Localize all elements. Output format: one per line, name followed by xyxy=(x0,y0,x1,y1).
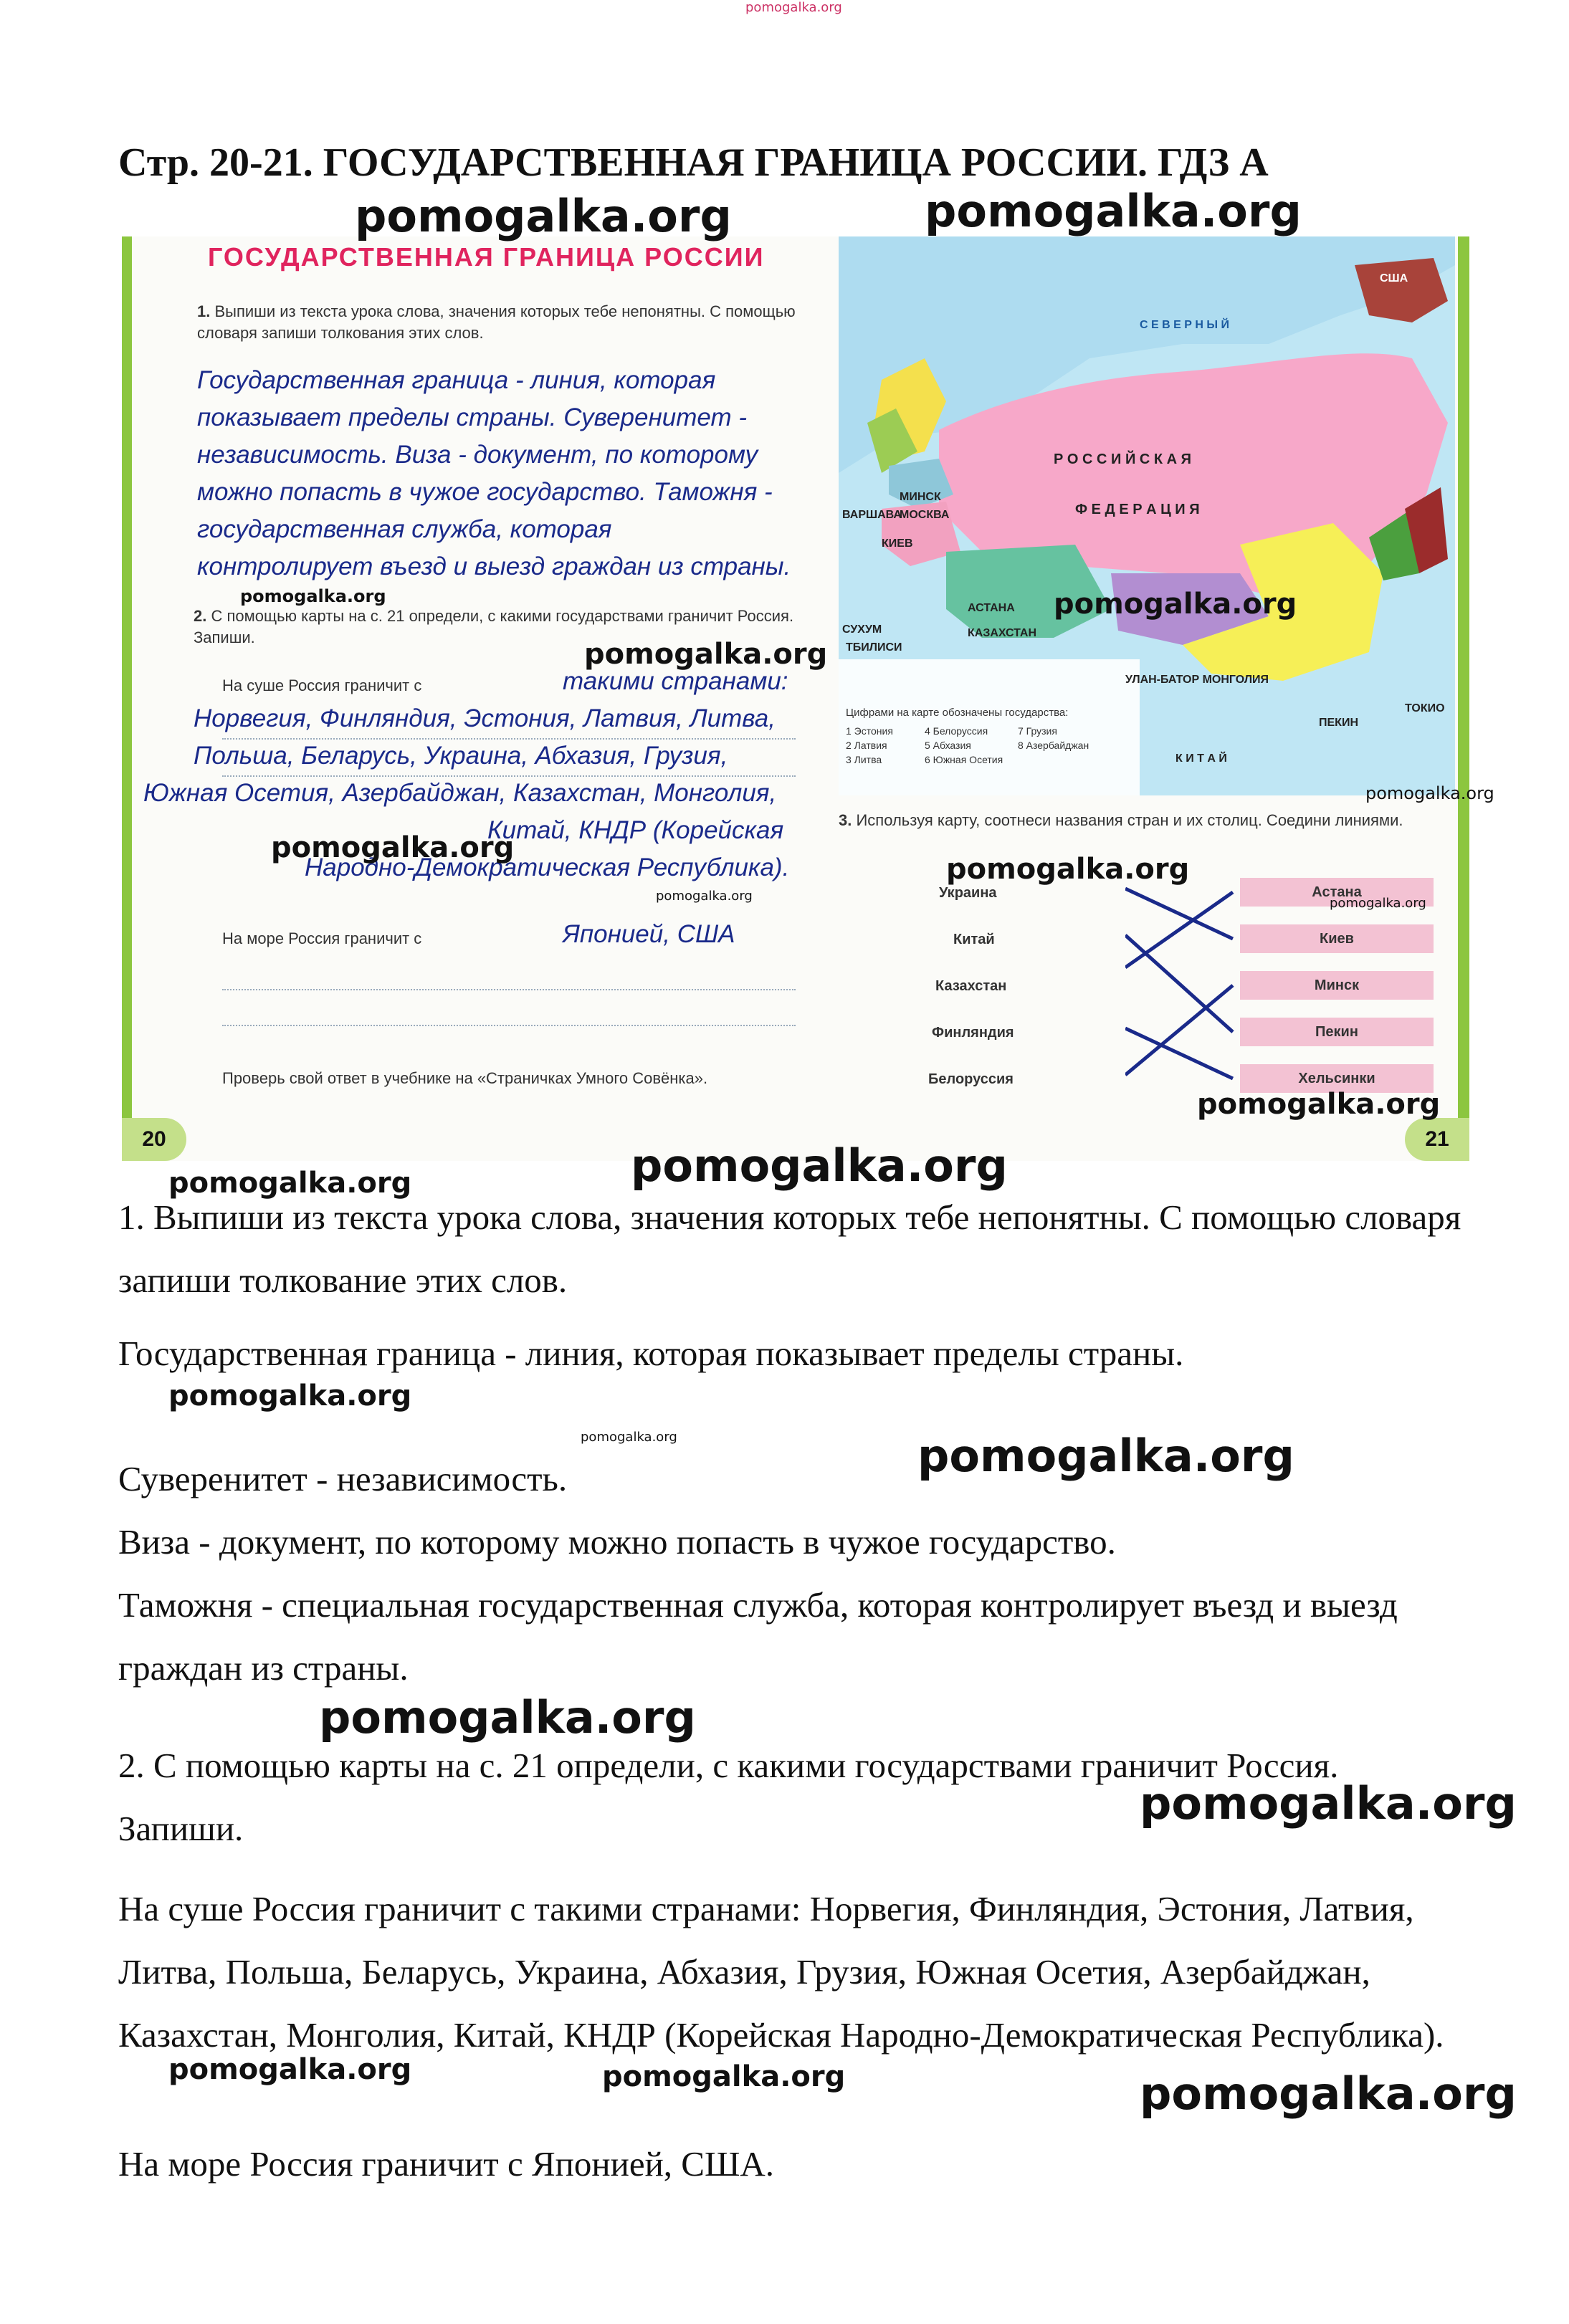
map-legend-item: 1 Эстония xyxy=(846,725,893,737)
land-answer-line-6: Народно-Демократическая Республика). xyxy=(305,853,790,881)
task3-prompt xyxy=(839,810,1448,831)
country-item: Финляндия xyxy=(932,1025,1014,1041)
country-item: Белоруссия xyxy=(928,1071,1014,1087)
map-legend-item: 3 Литва xyxy=(846,754,882,765)
task1-text: Выпиши из текста урока слова, значения которых тебе непонятны. С помощью словаря запиши толкования этих слов. xyxy=(197,302,796,342)
task3-number: 3. xyxy=(839,811,852,829)
map-label-warsaw: ВАРШАВА xyxy=(842,509,902,521)
watermark: pomogalka.org xyxy=(656,889,753,904)
left-page-number: 20 xyxy=(122,1118,186,1161)
map-label-sukhum: СУХУМ xyxy=(842,623,882,636)
dotted-rule xyxy=(222,738,796,740)
watermark: pomogalka.org xyxy=(1197,1088,1441,1121)
map-legend-item: 8 Азербайджан xyxy=(1018,740,1089,751)
capital-item: Хельсинки xyxy=(1240,1064,1434,1093)
land-label: На суше Россия граничит с xyxy=(222,676,422,694)
map-legend-title: Цифрами на карте обозначены государства: xyxy=(846,707,1069,719)
map-label-astana: АСТАНА xyxy=(968,602,1015,614)
map-label-kiev: КИЕВ xyxy=(882,537,913,550)
watermark: pomogalka.org xyxy=(1330,896,1426,911)
map-legend-item: 2 Латвия xyxy=(846,740,887,751)
matching-lines xyxy=(1125,874,1254,1104)
watermark: pomogalka.org xyxy=(168,1167,412,1200)
textbook-scan xyxy=(122,236,1469,1161)
map-label-north: С Е В Е Р Н Ы Й xyxy=(1140,319,1229,331)
task1-answer-line-6: контролирует въезд и выезд граждан из страны. xyxy=(197,553,791,580)
right-page-border xyxy=(1458,236,1469,1161)
watermark: pomogalka.org xyxy=(319,1691,696,1744)
sea-label: На море Россия граничит с xyxy=(222,929,422,947)
map-legend-item: 6 Южная Осетия xyxy=(925,754,1003,765)
map-label-mongolia: УЛАН-БАТОР МОНГОЛИЯ xyxy=(1125,674,1269,686)
capital-item: Киев xyxy=(1240,924,1434,953)
dotted-rule xyxy=(222,989,796,990)
top-watermark: pomogalka.org xyxy=(745,0,842,15)
answer-1-1: Государственная граница - линия, которая показывает пределы страны. xyxy=(118,1334,1184,1373)
question-1: 1. Выпиши из текста урока слова, значения которых тебе непонятны. С помощью словаря запиши толкование этих слов. xyxy=(118,1197,1461,1300)
match-line xyxy=(1125,985,1233,1075)
land-answer-line-2: Норвегия, Финляндия, Эстония, Латвия, Литва, xyxy=(194,704,776,732)
left-page-border xyxy=(122,236,132,1161)
answer-2-1: На суше Россия граничит с такими странами: Норвегия, Финляндия, Эстония, Латвия, Литва, Польша, Беларусь, Украина, Абхазия, Грузия, Южная Осетия, Азербайджан, Казахстан, Монголия, Китай, КНДР (Корейская Народно-Демократическая Республика). xyxy=(118,1889,1444,2055)
task2-number: 2. xyxy=(194,607,207,625)
watermark: pomogalka.org xyxy=(602,2060,846,2093)
task2-text: С помощью карты на с. 21 определи, с какими государствами граничит Россия. Запиши. xyxy=(194,607,794,646)
watermark: pomogalka.org xyxy=(925,185,1302,237)
watermark: pomogalka.org xyxy=(240,586,386,606)
watermark: pomogalka.org xyxy=(631,1139,1008,1192)
map-label-russia: Р О С С И Й С К А Я xyxy=(1054,451,1192,467)
map-label-kazakhstan: КАЗАХСТАН xyxy=(968,627,1036,639)
task1-answer-line-4: можно попасть в чужое государство. Таможня - xyxy=(197,478,773,506)
right-page-number: 21 xyxy=(1405,1118,1469,1161)
watermark: pomogalka.org xyxy=(1054,588,1297,621)
page-title: Стр. 20-21. ГОСУДАРСТВЕННАЯ ГРАНИЦА РОССИИ. ГДЗ А xyxy=(118,140,1269,185)
land-answer-line-5: Китай, КНДР (Корейская xyxy=(487,816,784,844)
map-legend-item: 5 Абхазия xyxy=(925,740,971,751)
dotted-rule xyxy=(222,775,796,777)
watermark: pomogalka.org xyxy=(271,831,515,864)
task3-text: Используя карту, соотнеси названия стран и их столиц. Соедини линиями. xyxy=(856,811,1403,829)
russia-border-map xyxy=(839,236,1455,795)
left-page xyxy=(122,236,831,1161)
land-answer-line-3: Польша, Беларусь, Украина, Абхазия, Грузия, xyxy=(194,742,728,770)
watermark: pomogalka.org xyxy=(946,853,1190,886)
capital-item: Минск xyxy=(1240,971,1434,1000)
task1-answer-line-2: показывает пределы страны. Суверенитет - xyxy=(197,403,747,431)
capital-item: Пекин xyxy=(1240,1018,1434,1046)
task1-answer-line-1: Государственная граница - линия, которая xyxy=(197,366,716,394)
task1-number: 1. xyxy=(197,302,211,320)
watermark: pomogalka.org xyxy=(917,1430,1294,1482)
answer-1-4: Таможня - специальная государственная служба, которая контролирует въезд и выезд граждан из страны. xyxy=(118,1585,1398,1688)
watermark: pomogalka.org xyxy=(168,1379,412,1412)
answer-2-2: На море Россия граничит с Японией, США. xyxy=(118,2144,775,2184)
map-label-tokyo: ТОКИО xyxy=(1405,702,1445,714)
sea-answer: Японией, США xyxy=(563,920,735,948)
country-item: Казахстан xyxy=(935,978,1007,994)
task1-prompt xyxy=(197,301,806,344)
dotted-rule xyxy=(222,1025,796,1026)
lesson-title: ГОСУДАРСТВЕННАЯ ГРАНИЦА РОССИИ xyxy=(208,242,765,272)
watermark: pomogalka.org xyxy=(1365,783,1494,803)
map-label-beijing: ПЕКИН xyxy=(1319,717,1358,729)
map-label-usa: США xyxy=(1380,272,1408,284)
answer-1-2: Суверенитет - независимость. xyxy=(118,1459,568,1498)
task1-answer-line-3: независимость. Виза - документ, по которому xyxy=(197,441,758,469)
watermark: pomogalka.org xyxy=(355,190,732,242)
country-item: Украина xyxy=(939,885,997,901)
watermark: pomogalka.org xyxy=(168,2053,412,2086)
map-label-tbilisi: ТБИЛИСИ xyxy=(846,641,902,654)
watermark: pomogalka.org xyxy=(581,1430,677,1445)
watermark: pomogalka.org xyxy=(1140,1777,1517,1830)
map-label-minsk: МИНСК xyxy=(900,491,941,503)
question-2: 2. С помощью карты на с. 21 определи, с какими государствами граничит Россия. Запиши. xyxy=(118,1746,1339,1848)
land-answer-line-4: Южная Осетия, Азербайджан, Казахстан, Монголия, xyxy=(143,779,777,807)
capital-item: Астана xyxy=(1240,878,1434,907)
map-legend-item: 4 Белоруссия xyxy=(925,725,988,737)
match-line xyxy=(1125,1028,1233,1079)
answer-1-3: Виза - документ, по которому можно попасть в чужое государство. xyxy=(118,1522,1116,1562)
country-item: Китай xyxy=(953,932,995,947)
watermark: pomogalka.org xyxy=(1140,2067,1517,2120)
land-answer-line-1: такими странами: xyxy=(563,667,788,695)
match-line xyxy=(1125,935,1233,1032)
map-label-china: К И Т А Й xyxy=(1175,752,1227,765)
check-note: Проверь свой ответ в учебнике на «Страничках Умного Совёнка». xyxy=(222,1069,708,1087)
map-legend-item: 7 Грузия xyxy=(1018,725,1057,737)
map-label-moscow: МОСКВА xyxy=(900,509,950,521)
task1-answer-line-5: государственная служба, которая xyxy=(197,515,612,543)
watermark: pomogalka.org xyxy=(584,638,828,671)
map-label-federation: Ф Е Д Е Р А Ц И Я xyxy=(1075,502,1200,517)
